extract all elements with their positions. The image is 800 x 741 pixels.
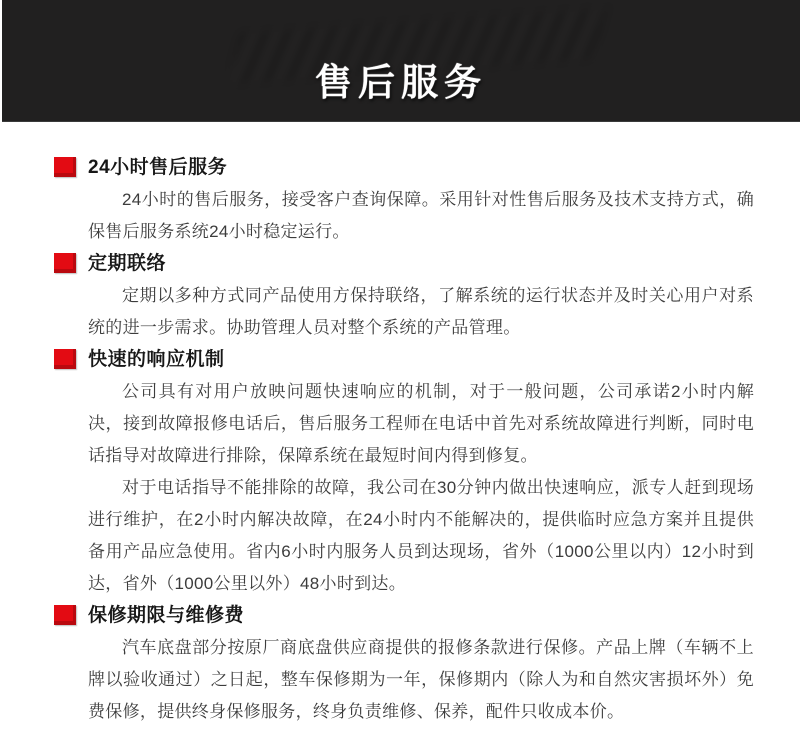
section-paragraph: 公司具有对用户放映问题快速响应的机制，对于一般问题，公司承诺2小时内解决，接到故障报修电话后，售后服务工程师在电话中首先对系统故障进行判断，同时电话指导对故障进行排除，保障系统在最短时间内得到修复。: [88, 382, 754, 465]
section-heading-text: 定期联络: [88, 253, 167, 274]
section-paragraph: 24小时的售后服务，接受客户查询保障。采用针对性售后服务及技术支持方式，确保售后服务系统24小时稳定运行。: [88, 190, 754, 241]
section-24h-after-sales: [88, 157, 754, 248]
section-paragraph: 定期以多种方式同产品使用方保持联络，了解系统的运行状态并及时关心用户对系统的进一步需求。协助管理人员对整个系统的产品管理。: [88, 286, 754, 337]
red-square-bullet-icon: [54, 605, 76, 625]
red-square-bullet-icon: [54, 349, 76, 369]
content-area: [0, 122, 800, 741]
section-heading: [88, 253, 754, 274]
section-heading-text: 保修期限与维修费: [88, 605, 245, 626]
section-heading: [88, 157, 754, 178]
section-heading-text: 24小时售后服务: [88, 157, 228, 178]
section-warranty-and-fees: [88, 605, 754, 728]
red-square-bullet-icon: [54, 253, 76, 273]
section-regular-contact: [88, 253, 754, 344]
section-paragraph: 对于电话指导不能排除的故障，我公司在30分钟内做出快速响应，派专人赶到现场进行维护，在2小时内解决故障，在24小时内不能解决的，提供临时应急方案并且提供备用产品应急使用。省内6小时内服务人员到达现场，省外（1000公里以内）12小时到达，省外（1000公里以外）48小时到达。: [88, 478, 754, 593]
section-heading: [88, 605, 754, 626]
section-paragraph: 汽车底盘部分按原厂商底盘供应商提供的报修条款进行保修。产品上牌（车辆不上牌以验收通过）之日起，整车保修期为一年，保修期内（除人为和自然灾害损坏外）免费保修，提供终身保修服务，终身负责维修、保养，配件只收成本价。: [88, 638, 754, 721]
section-rapid-response: [88, 349, 754, 600]
section-heading: [88, 349, 754, 370]
red-square-bullet-icon: [54, 157, 76, 177]
section-heading-text: 快速的响应机制: [88, 349, 225, 370]
header-banner: [2, 0, 800, 122]
page-title: 售后服务: [315, 62, 487, 103]
